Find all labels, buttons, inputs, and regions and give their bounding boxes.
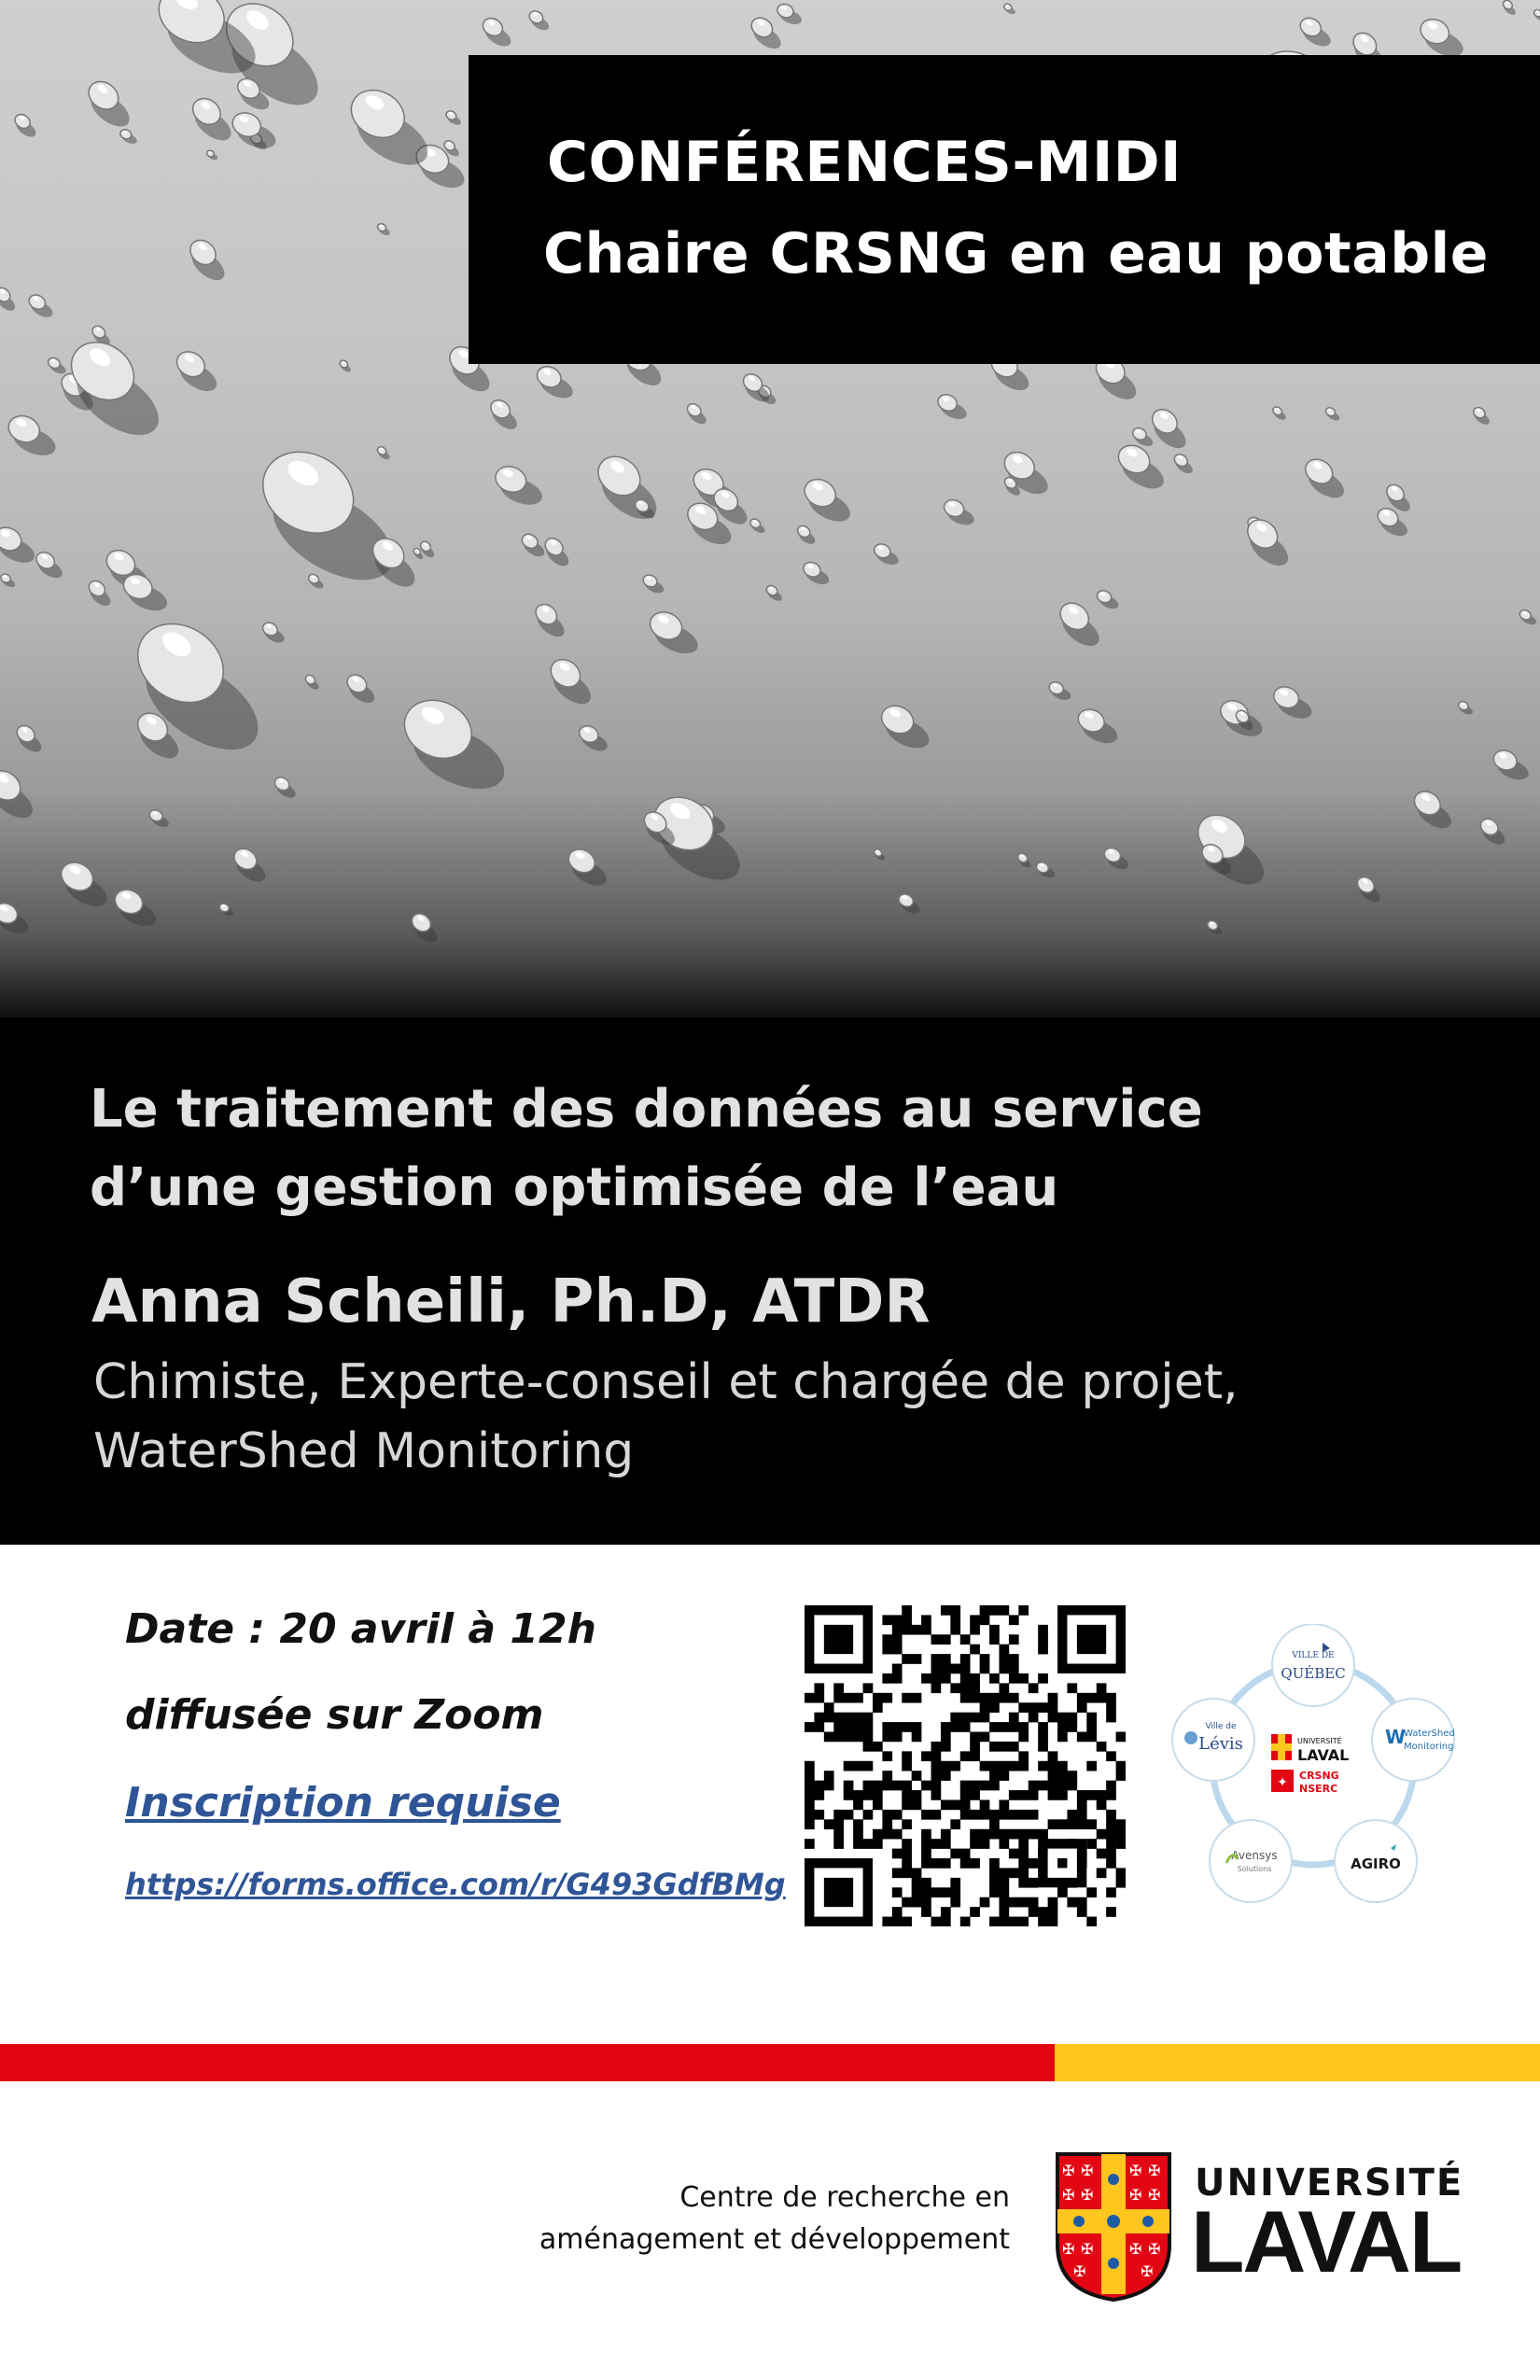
universite-laval-shield-icon bbox=[1055, 2151, 1172, 2303]
svg-text:✠: ✠ bbox=[1129, 2186, 1142, 2204]
event-platform: diffusée sur Zoom bbox=[125, 1691, 544, 1739]
talk-band bbox=[0, 1017, 1540, 1545]
partner-center-laval-crsng bbox=[1271, 1734, 1349, 1795]
university-word: UNIVERSITÉ bbox=[1195, 2162, 1464, 2205]
partner-levis-small: Ville de bbox=[1205, 1722, 1237, 1731]
partner-avensys-label: Solutions bbox=[1237, 1865, 1272, 1873]
partner-crsng: CRSNG bbox=[1299, 1770, 1339, 1782]
svg-text:✠: ✠ bbox=[1081, 2186, 1094, 2204]
svg-text:✠: ✠ bbox=[1141, 2262, 1154, 2280]
partner-watershed-label: Monitoring bbox=[1404, 1742, 1454, 1752]
partner-avensys bbox=[1210, 1820, 1292, 1902]
partner-agiro bbox=[1335, 1820, 1417, 1902]
registration-link[interactable]: Inscription requise bbox=[125, 1779, 561, 1827]
svg-text:✠: ✠ bbox=[1129, 2162, 1142, 2179]
svg-text:✠: ✠ bbox=[1062, 2240, 1075, 2258]
partner-quebec bbox=[1272, 1624, 1354, 1706]
series-subtitle: Chaire CRSNG en eau potable bbox=[543, 221, 1489, 287]
partner-univ-small: UNIVERSITÉ bbox=[1297, 1737, 1342, 1745]
partner-nserc: NSERC bbox=[1299, 1783, 1338, 1795]
partner-quebec-label: QUÉBEC bbox=[1281, 1665, 1346, 1682]
svg-text:✠: ✠ bbox=[1081, 2162, 1094, 2179]
svg-text:✦: ✦ bbox=[1277, 1775, 1288, 1790]
partner-levis bbox=[1172, 1699, 1254, 1781]
university-name: LAVAL bbox=[1191, 2192, 1462, 2290]
svg-text:✠: ✠ bbox=[1148, 2162, 1161, 2179]
registration-url-link[interactable]: https://forms.office.com/r/G493GdfBMg bbox=[125, 1867, 786, 1902]
svg-text:✠: ✠ bbox=[1062, 2186, 1075, 2204]
svg-text:✠: ✠ bbox=[1148, 2240, 1161, 2258]
research-center-name-line-2: aménagement et développement bbox=[539, 2223, 1010, 2256]
talk-title-line-1: Le traitement des données au service bbox=[90, 1079, 1203, 1140]
partner-watershed-small: WaterShed bbox=[1404, 1729, 1455, 1739]
yellow-stripe bbox=[1055, 2044, 1540, 2081]
speaker-name: Anna Scheili, Ph.D, ATDR bbox=[91, 1267, 931, 1337]
speaker-role-line-2: WaterShed Monitoring bbox=[93, 1423, 635, 1479]
partner-watershed bbox=[1372, 1699, 1455, 1781]
svg-text:✠: ✠ bbox=[1073, 2262, 1086, 2280]
watershed-icon: W bbox=[1385, 1726, 1407, 1748]
partners-logo-ring bbox=[1169, 1624, 1458, 1913]
partner-levis-label: Lévis bbox=[1198, 1734, 1243, 1754]
series-title-box bbox=[469, 55, 1540, 364]
svg-text:✠: ✠ bbox=[1062, 2162, 1075, 2179]
levis-icon bbox=[1184, 1731, 1197, 1744]
partner-avensys-small: Avensys bbox=[1231, 1849, 1278, 1862]
series-title: CONFÉRENCES-MIDI bbox=[547, 130, 1182, 195]
speaker-role-line-1: Chimiste, Experte-conseil et chargée de projet, bbox=[93, 1354, 1239, 1410]
svg-text:✠: ✠ bbox=[1129, 2240, 1142, 2258]
hero-photo bbox=[0, 0, 1540, 1017]
talk-title-line-2: d’une gestion optimisée de l’eau bbox=[90, 1157, 1059, 1218]
red-stripe bbox=[0, 2044, 1055, 2081]
partner-agiro-label: AGIRO bbox=[1351, 1855, 1401, 1872]
svg-text:✠: ✠ bbox=[1148, 2186, 1161, 2204]
partner-univ-name: LAVAL bbox=[1297, 1746, 1350, 1764]
event-date: Date : 20 avril à 12h bbox=[125, 1605, 596, 1653]
partner-quebec-small: VILLE DE bbox=[1292, 1651, 1335, 1660]
qr-code-icon[interactable] bbox=[805, 1605, 1126, 1926]
research-center-name-line-1: Centre de recherche en bbox=[679, 2181, 1010, 2214]
svg-text:✠: ✠ bbox=[1081, 2240, 1094, 2258]
